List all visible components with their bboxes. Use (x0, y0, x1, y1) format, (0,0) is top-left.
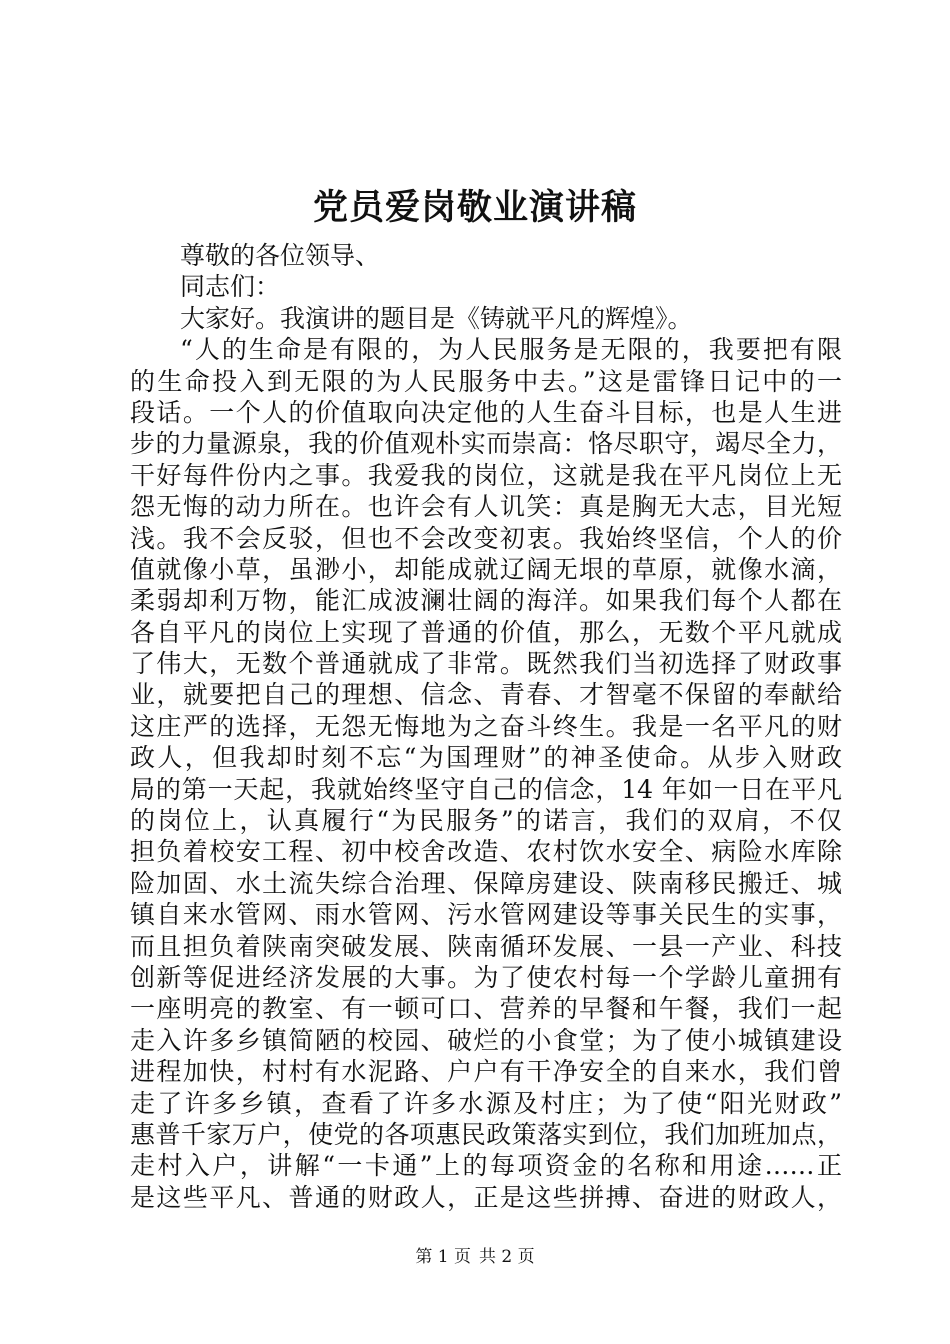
page-footer (0, 1246, 950, 1268)
body-line: 创新等促进经济发展的大事。为了使农村每一个学龄儿童拥有 (130, 962, 842, 992)
page-number: 第 1 页 (415, 1247, 471, 1267)
body-line: 政人，但我却时刻不忘“为国理财”的神圣使命。从步入财政 (130, 743, 842, 773)
body-line: 而且担负着陕南突破发展、陕南循环发展、一县一产业、科技 (130, 931, 842, 961)
body-line: 浅。我不会反驳，但也不会改变初衷。我始终坚信，个人的价 (130, 523, 842, 553)
body-line: 柔弱却利万物，能汇成波澜壮阔的海洋。如果我们每个人都在 (130, 586, 842, 616)
body-line: 的生命投入到无限的为人民服务中去。”这是雷锋日记中的一 (130, 366, 842, 396)
body-line: 进程加快，村村有水泥路、户户有干净安全的自来水，我们曾 (130, 1057, 842, 1087)
body-line: 走村入户，讲解“一卡通”上的每项资金的名称和用途……正 (130, 1151, 842, 1181)
body-line: 步的力量源泉，我的价值观朴实而崇高：恪尽职守，竭尽全力， (130, 429, 842, 459)
body-line: 这庄严的选择，无怨无悔地为之奋斗终生。我是一名平凡的财 (130, 711, 842, 741)
body-line: 险加固、水土流失综合治理、保障房建设、陕南移民搬迁、城 (130, 868, 842, 898)
body-line: 干好每件份内之事。我爱我的岗位，这就是我在平凡岗位上无 (130, 460, 842, 490)
document-body (130, 240, 842, 1213)
body-line: 担负着校安工程、初中校舍改造、农村饮水安全、病险水库除 (130, 837, 842, 867)
body-line: 惠普千家万户，使党的各项惠民政策落实到位，我们加班加点， (130, 1119, 842, 1149)
body-line: 走入许多乡镇简陋的校园、破烂的小食堂；为了使小城镇建设 (130, 1025, 842, 1055)
body-line: 业，就要把自己的理想、信念、青春、才智毫不保留的奉献给 (130, 680, 842, 710)
body-line: 值就像小草，虽渺小，却能成就辽阔无垠的草原，就像水滴， (130, 554, 842, 584)
page-total: 共 2 页 (479, 1247, 535, 1267)
salutation-line: 尊敬的各位领导、 (180, 241, 381, 270)
body-line: 了伟大，无数个普通就成了非常。既然我们当初选择了财政事 (130, 649, 842, 679)
body-line: 走了许多乡镇，查看了许多水源及村庄；为了使“阳光财政” (130, 1088, 842, 1118)
body-line: 各自平凡的岗位上实现了普通的价值，那么，无数个平凡就成 (130, 617, 842, 647)
body-line: 大家好。我演讲的题目是《铸就平凡的辉煌》。 (180, 303, 693, 333)
body-line: 段话。一个人的价值取向决定他的人生奋斗目标，也是人生进 (130, 397, 842, 427)
body-line: 一座明亮的教室、有一顿可口、营养的早餐和午餐，我们一起 (130, 994, 842, 1024)
body-line: 怨无悔的动力所在。也许会有人讥笑：真是胸无大志，目光短 (130, 492, 842, 522)
body-line: 是这些平凡、普通的财政人，正是这些拼搏、奋进的财政人， (130, 1182, 842, 1212)
salutation-line: 同志们： (180, 272, 281, 302)
body-line: 镇自来水管网、雨水管网、污水管网建设等事关民生的实事， (130, 900, 842, 930)
body-line: 的岗位上，认真履行“为民服务”的诺言，我们的双肩，不仅 (130, 806, 842, 836)
body-line: 局的第一天起，我就始终坚守自己的信念，14 年如一日在平凡 (130, 774, 842, 804)
body-line: “人的生命是有限的，为人民服务是无限的，我要把有限 (180, 335, 842, 365)
document-title: 党员爱岗敬业演讲稿 (312, 187, 637, 228)
